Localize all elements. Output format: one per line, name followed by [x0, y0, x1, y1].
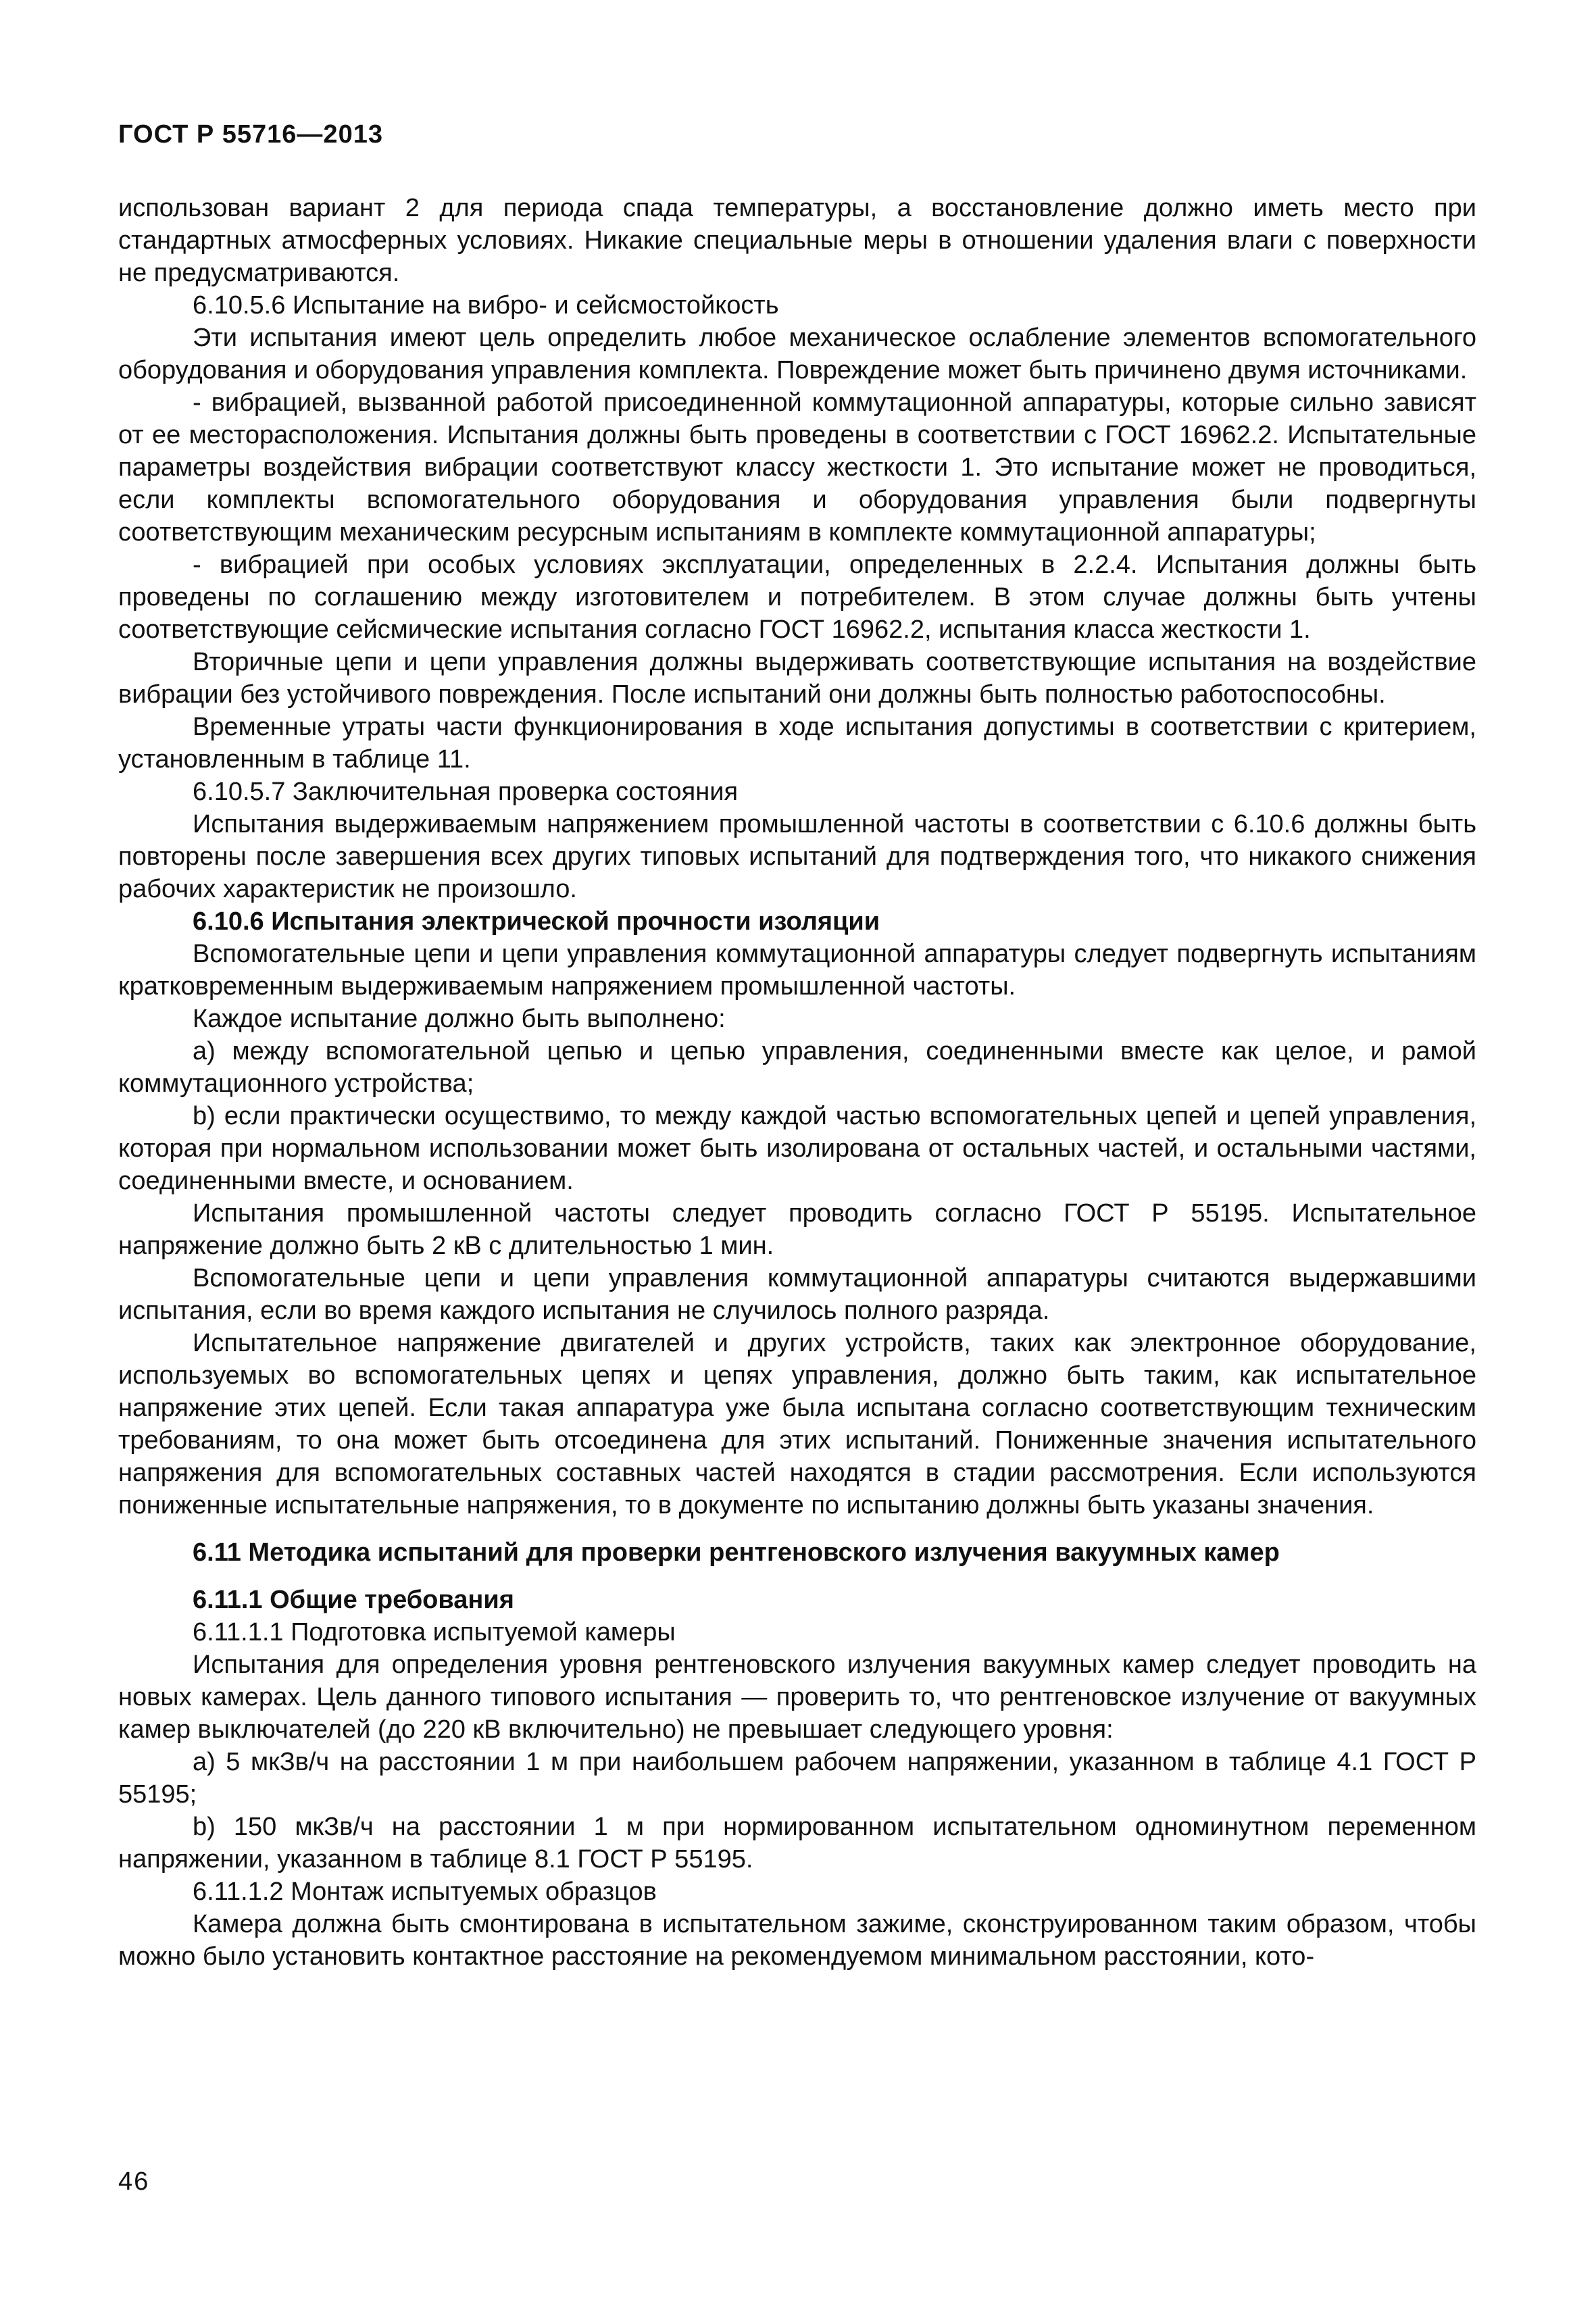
paragraph: b) если практически осуществимо, то между каждой частью вспомогательных цепей и цепей управления, которая при нормальном использовании может быть изолирована от остальных частей, и остальными частями, соединенными вместе, и основанием. [118, 1102, 1476, 1195]
paragraph: b) 150 мкЗв/ч на расстоянии 1 м при нормированном испытательном одноминутном переменном напряжении, указанном в таблице 8.1 ГОСТ Р 55195. [118, 1813, 1476, 1873]
paragraph: Вспомогательные цепи и цепи управления коммутационной аппаратуры следует подвергнуть испытаниям кратковременным выдерживаемым напряжением промышленной частоты. [118, 940, 1476, 1001]
paragraph: Испытания выдерживаемым напряжением промышленной частоты в соответствии с 6.10.6 должны быть повторены после завершения всех других типовых испытаний для подтверждения того, что никакого снижения рабочих характеристик не произошло. [118, 810, 1476, 903]
paragraph: Вспомогательные цепи и цепи управления коммутационной аппаратуры считаются выдержавшими испытания, если во время каждого испытания не случилось полного разряда. [118, 1264, 1476, 1325]
paragraph: Испытания для определения уровня рентгеновского излучения вакуумных камер следует проводить на новых камерах. Цель данного типового испытания — проверить то, что рентгеновское излучение от вакуумных камер выключателей (до 220 кВ включительно) не превышает следующего уровня: [118, 1651, 1476, 1744]
paragraph: 6.10.5.7 Заключительная проверка состояния [193, 778, 739, 806]
paragraph: использован вариант 2 для периода спада температуры, а восстановление должно иметь место при стандартных атмосферных условиях. Никакие специальные меры в отношении удаления влаги с поверхности не предусматриваются. [118, 194, 1476, 287]
paragraph: Эти испытания имеют цель определить любое механическое ослабление элементов вспомогательного оборудования и оборудования управления комплекта. Повреждение может быть причинено двумя источниками. [118, 324, 1476, 384]
paragraph: a) между вспомогательной цепью и цепью управления, соединенными вместе как целое, и рамой коммутационного устройства; [118, 1037, 1476, 1098]
document-header: ГОСТ Р 55716—2013 [118, 120, 383, 149]
paragraph: 6.11.1.1 Подготовка испытуемой камеры [193, 1618, 676, 1646]
section-heading: 6.11 Методика испытаний для проверки рентгеновского излучения вакуумных камер [193, 1538, 1280, 1567]
paragraph: Камера должна быть смонтирована в испытательном зажиме, сконструированном таким образом, чтобы можно было установить контактное расстояние на рекомендуемом минимальном расстоянии, кото- [118, 1910, 1476, 1971]
paragraph: Испытательное напряжение двигателей и других устройств, таких как электронное оборудование, используемых во вспомогательных цепях и цепях управления, должно быть таким, как испытательное напряжение этих цепей. Если такая аппаратура уже была испытана согласно соответствующим техническим требованиям, то она может быть отсоединена для этих испытаний. Пониженные значения испытательного напряжения для вспомогательных составных частей находятся в стадии рассмотрения. Если используются пониженные испытательные напряжения, то в документе по испытанию должны быть указаны значения. [118, 1329, 1476, 1519]
paragraph: Временные утраты части функционирования в ходе испытания допустимы в соответствии с критерием, установленным в таблице 11. [118, 713, 1476, 774]
section-heading: 6.11.1 Общие требования [193, 1586, 514, 1614]
paragraph: Испытания промышленной частоты следует проводить согласно ГОСТ Р 55195. Испытательное напряжение должно быть 2 кВ с длительностью 1 мин. [118, 1199, 1476, 1260]
page-number: 46 [118, 2167, 150, 2196]
paragraph: - вибрацией, вызванной работой присоединенной коммутационной аппаратуры, которые сильно зависят от ее месторасположения. Испытания должны быть проведены в соответствии с ГОСТ 16962.2. Испытательные параметры воздействия вибрации соответствуют классу жесткости 1. Это испытание может не проводиться, если комплекты вспомогательного оборудования и оборудования управления были подвергнуты соответствующим механическим ресурсным испытаниям в комплекте коммутационной аппаратуры; [118, 388, 1476, 547]
paragraph: a) 5 мкЗв/ч на расстоянии 1 м при наибольшем рабочем напряжении, указанном в таблице 4.1 ГОСТ Р 55195; [118, 1748, 1476, 1809]
paragraph: - вибрацией при особых условиях эксплуатации, определенных в 2.2.4. Испытания должны быть проведены по соглашению между изготовителем и потребителем. В этом случае должны быть учтены соответствующие сейсмические испытания согласно ГОСТ 16962.2, испытания класса жесткости 1. [118, 551, 1476, 644]
paragraph: Вторичные цепи и цепи управления должны выдерживать соответствующие испытания на воздействие вибрации без устойчивого повреждения. После испытаний они должны быть полностью работоспособны. [118, 648, 1476, 709]
paragraph: 6.10.5.6 Испытание на вибро- и сейсмостойкость [193, 291, 779, 320]
paragraph: 6.11.1.2 Монтаж испытуемых образцов [193, 1878, 657, 1906]
paragraph: Каждое испытание должно быть выполнено: [193, 1005, 726, 1033]
document-body [118, 192, 1476, 1973]
section-heading: 6.10.6 Испытания электрической прочности изоляции [193, 907, 880, 936]
